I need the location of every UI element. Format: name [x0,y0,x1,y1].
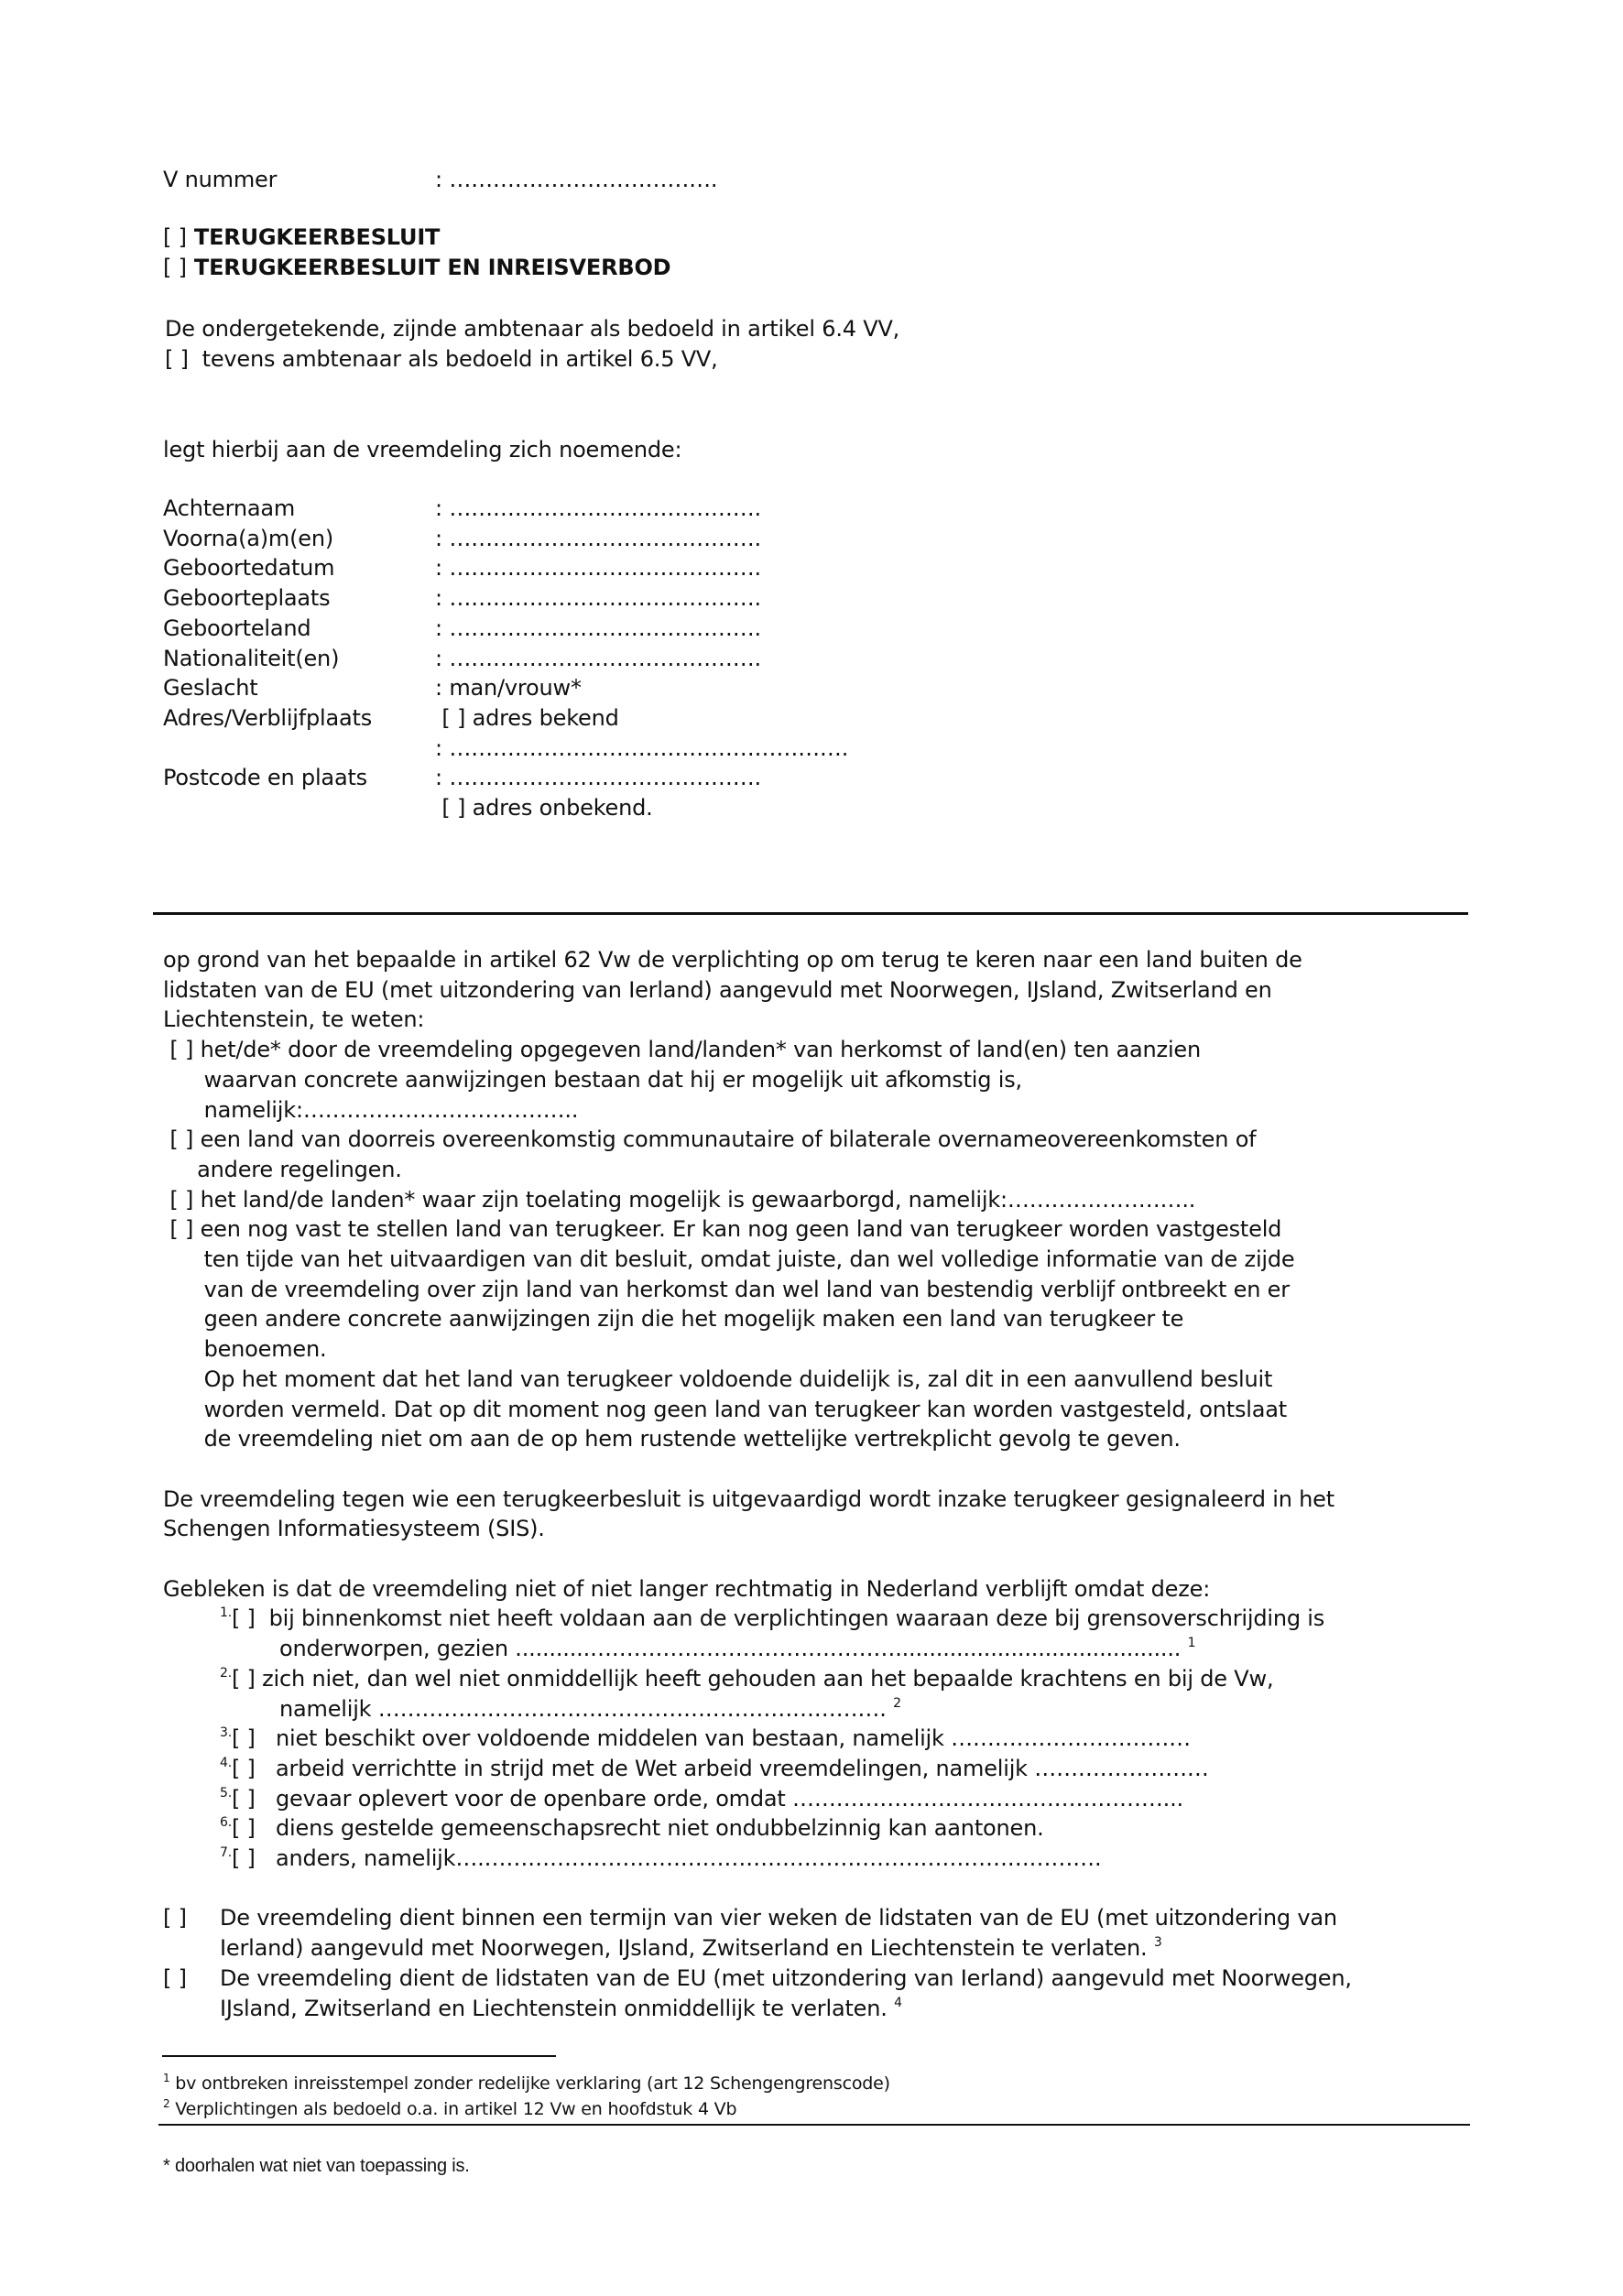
field-value[interactable]: [ ] adres onbekend. [435,795,653,821]
option-label: TERUGKEERBESLUIT [193,224,441,250]
option-terugkeerbesluit-inreisverbod[interactable] [163,253,670,282]
field-row [163,583,761,613]
field-row [163,703,619,733]
field-label: Postcode en plaats [163,765,367,791]
v-nummer-row [163,165,717,194]
reason-continuation[interactable] [279,1634,1195,1667]
sis-line: De vreemdeling tegen wie een terugkeerbesluit is uitgevaardigd wordt inzake terugkeer gesignaleerd in het [163,1485,1334,1512]
footnote-text: bv ontbreken inreisstempel zonder redelijke verklaring (art 12 Schengengrenscode) [175,2073,890,2094]
reason-item[interactable] [220,1813,1044,1846]
paragraph-line: Liechtenstein, te weten: [163,1007,425,1033]
country-option[interactable]: [ ] een nog vast te stellen land van terugkeer. Er kan nog geen land van terugkeer worden vastgesteld [163,1216,1282,1243]
reason-continuation[interactable] [279,1694,901,1727]
country-option[interactable]: [ ] het/de* door de vreemdeling opgegeven land/landen* van herkomst of land(en) ten aanzien [163,1037,1202,1063]
field-row [163,734,848,763]
country-option-line: waarvan concrete aanwijzingen bestaan dat hij er mogelijk uit afkomstig is, [163,1066,1022,1093]
field-row [163,614,761,643]
field-value[interactable]: : ……………………………………. [435,495,761,521]
strike-note: * doorhalen wat niet van toepassing is. [163,2156,470,2176]
country-option-line: Op het moment dat het land van terugkeer voldoende duidelijk is, zal dit in een aanvullend besluit [163,1366,1273,1392]
option-terugkeerbesluit[interactable] [163,223,440,252]
checkbox[interactable]: [ ] [163,224,187,250]
footnote-ref[interactable]: 4 [894,1995,902,2010]
field-row [163,524,761,553]
footer-divider [158,2124,1470,2126]
country-option-line: benoemen. [163,1336,327,1363]
v-nummer-field[interactable]: : ………………………………. [435,167,718,192]
intro-line-2[interactable]: [ ] tevens ambtenaar als bedoeld in artikel 6.5 VV, [165,346,718,372]
reason-number: 4. [220,1755,232,1770]
country-option-line: geen andere concrete aanwijzingen zijn die het mogelijk maken een land van terugkeer te [163,1306,1184,1333]
field-value[interactable]: : ……………………………………. [435,555,761,582]
field-row [163,644,761,673]
field-label: Nationaliteit(en) [163,645,340,671]
footnote-number: 2 [163,2097,170,2110]
field-value[interactable]: : man/vrouw* [435,675,582,702]
field-row [163,793,653,822]
footnote-1 [163,2072,890,2097]
reason-text: [ ] gevaar oplevert voor de openbare orde, omdat ……………………………………………... [231,1785,1183,1812]
reason-item[interactable] [220,1754,1209,1787]
country-option-line: ten tijde van het uitvaardigen van dit besluit, omdat juiste, dan wel volledige informatie van de zijde [163,1246,1295,1272]
departure-checkbox[interactable]: [ ] [163,1905,187,1931]
v-nummer-label: V nummer [163,167,278,192]
field-row [163,763,761,792]
reason-number: 5. [220,1785,232,1801]
sis-line: Schengen Informatiesysteem (SIS). [163,1516,545,1542]
country-option-line: namelijk:……………………………….. [163,1096,579,1123]
reason-item[interactable] [220,1664,1273,1697]
reason-text: [ ] bij binnenkomst niet heeft voldaan aan de verplichtingen waaraan deze bij grensoverschrijding is [231,1605,1325,1632]
reason-number: 2. [220,1665,232,1681]
country-option[interactable]: [ ] het land/de landen* waar zijn toelating mogelijk is gewaarborgd, namelijk:…………………….. [163,1186,1196,1213]
departure-checkbox[interactable]: [ ] [163,1964,187,1991]
reason-number: 6. [220,1815,232,1831]
option-label: TERUGKEERBESLUIT EN INREISVERBOD [193,255,671,280]
paragraph-line: op grond van het bepaalde in artikel 62 Vw de verplichting op om terug te keren naar een land buiten de [163,947,1302,973]
reason-text: [ ] niet beschikt over voldoende middelen van bestaan, namelijk …………………………… [231,1725,1191,1752]
field-label: Voorna(a)m(en) [163,525,334,551]
intro-line-3: legt hierbij aan de vreemdeling zich noemende: [163,437,682,462]
reason-number: 7. [220,1845,232,1860]
field-label: Achternaam [163,495,296,521]
checkbox[interactable]: [ ] [163,255,187,280]
reason-item[interactable] [220,1604,1324,1637]
field-label: Adres/Verblijfplaats [163,704,373,731]
departure-line [220,1994,902,2027]
field-label: Geboortedatum [163,555,335,582]
reason-text: [ ] anders, namelijk….…………………………………………………………………………. [231,1845,1102,1871]
reason-continuation-text: onderworpen, gezien ...........…………………………………….......................................... [279,1636,1182,1662]
field-row [163,494,761,523]
departure-text: Ierland) aangevuld met Noorwegen, IJsland, Zwitserland en Liechtenstein te verlaten. [220,1935,1148,1962]
reason-item[interactable] [220,1844,1101,1877]
field-row [163,673,582,702]
field-value[interactable]: : ……………………………………. [435,585,761,612]
section-divider [153,912,1468,915]
paragraph-line: lidstaten van de EU (met uitzondering van Ierland) aangevuld met Noorwegen, IJsland, Zwitserland en [163,976,1272,1003]
field-row [163,553,761,582]
departure-line: De vreemdeling dient binnen een termijn van vier weken de lidstaten van de EU (met uitzondering van [220,1905,1337,1931]
departure-line: De vreemdeling dient de lidstaten van de EU (met uitzondering van Ierland) aangevuld met Noorwegen, [220,1964,1352,1991]
reason-item[interactable] [220,1784,1183,1817]
reason-number: 1. [220,1605,232,1621]
footnote-number: 1 [163,2072,170,2084]
intro-line-1: De ondergetekende, zijnde ambtenaar als bedoeld in artikel 6.4 VV, [165,316,900,342]
field-value[interactable]: : ……………………………………. [435,645,761,671]
reason-continuation-text: namelijk ……………………………………………………………. [279,1695,887,1722]
reason-number: 3. [220,1725,232,1741]
field-value[interactable]: [ ] adres bekend [435,704,619,731]
footnote-2 [163,2097,736,2123]
country-option-line: de vreemdeling niet om aan de op hem rustende wettelijke vertrekplicht gevolg te geven. [163,1426,1181,1453]
reason-text: [ ] zich niet, dan wel niet onmiddellijk heeft gehouden aan het bepaalde krachtens en bij de Vw, [231,1665,1274,1692]
field-value[interactable]: : ……………………………………. [435,765,761,791]
field-value[interactable]: : ……………………………………. [435,615,761,641]
country-option-line: van de vreemdeling over zijn land van herkomst dan wel land van bestendig verblijf ontbreekt en er [163,1276,1290,1302]
gebleken-line: Gebleken is dat de vreemdeling niet of niet langer rechtmatig in Nederland verblijft omdat deze: [163,1575,1211,1602]
field-value[interactable]: : ………………………………………………. [435,735,849,761]
field-label: Geboorteplaats [163,585,331,612]
reason-text: [ ] arbeid verrichtte in strijd met de Wet arbeid vreemdelingen, namelijk …………………… [231,1755,1209,1781]
departure-text: IJsland, Zwitserland en Liechtenstein onmiddellijk te verlaten. [220,1995,888,2021]
country-option-line: andere regelingen. [163,1156,402,1182]
footnote-text: Verplichtingen als bedoeld o.a. in artikel 12 Vw en hoofdstuk 4 Vb [175,2099,737,2119]
reason-item[interactable] [220,1724,1191,1757]
field-label: Geboorteland [163,615,311,641]
footnote-separator [162,2055,556,2057]
footnote-ref[interactable]: 2 [893,1695,901,1711]
country-option[interactable]: [ ] een land van doorreis overeenkomstig communautaire of bilaterale overnameovereenkomsten of [163,1126,1257,1153]
footnote-ref[interactable]: 3 [1153,1935,1162,1951]
field-label: Geslacht [163,675,258,702]
reason-text: [ ] diens gestelde gemeenschapsrecht niet ondubbelzinnig kan aantonen. [231,1815,1044,1842]
country-option-line: worden vermeld. Dat op dit moment nog geen land van terugkeer kan worden vastgesteld, ontslaat [163,1396,1287,1422]
departure-line [220,1933,1162,1966]
footnote-ref[interactable]: 1 [1187,1636,1196,1651]
field-value[interactable]: : ……………………………………. [435,525,761,551]
